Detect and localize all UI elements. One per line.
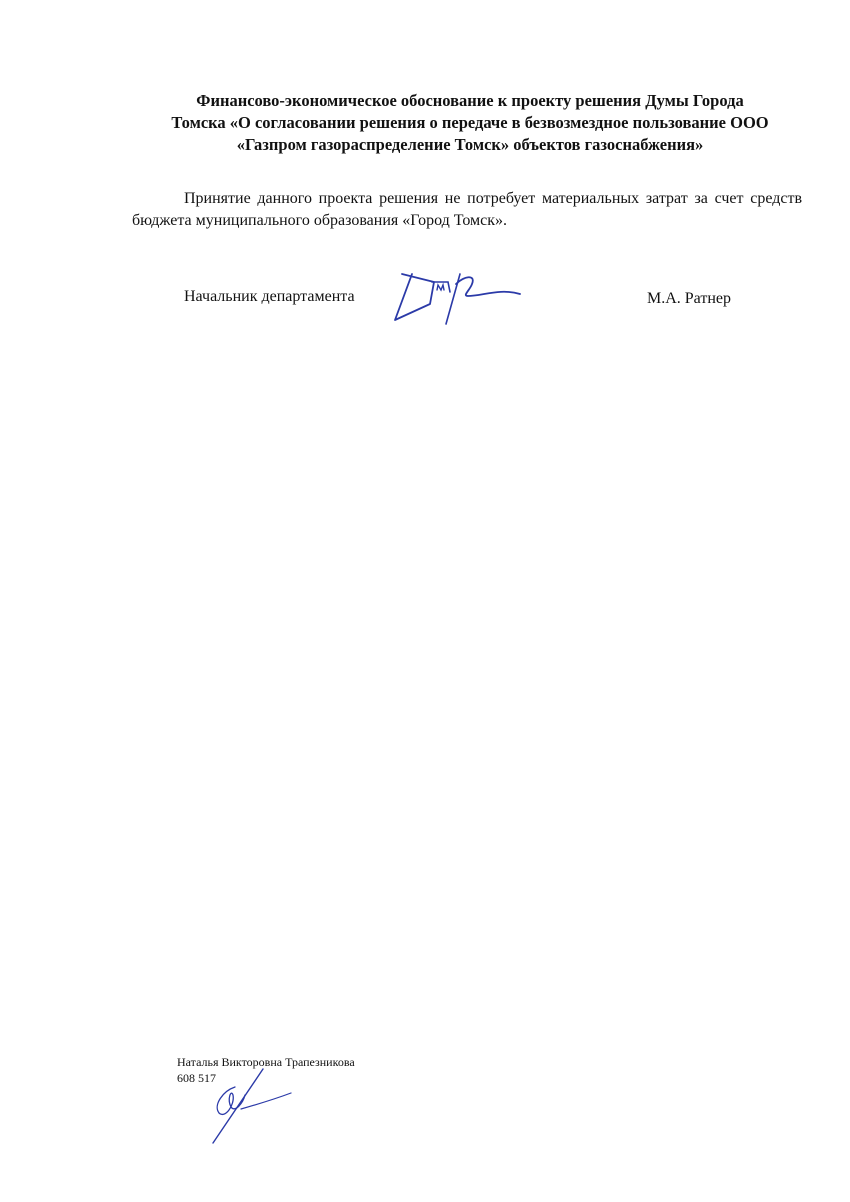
signatory-name: М.А. Ратнер [647,290,732,307]
executor-name: Наталья Викторовна Трапезникова [177,1055,355,1069]
executor-signature-image [205,1065,295,1147]
signatory-position: Начальник департамента [184,288,355,305]
title-line-1: Финансово-экономическое обоснование к проекту решения Думы Города [196,91,744,110]
title-line-2: Томска «О согласовании решения о передаче в безвозмездное пользование ООО [171,113,769,132]
body-paragraph: Принятие данного проекта решения не потребует материальных затрат за счет средств бюджета муниципального образования «Город Томск». [132,190,802,229]
title-line-3: «Газпром газораспределение Томск» объектов газоснабжения» [236,135,704,154]
executor-phone: 608 517 [177,1071,216,1085]
document-title [130,90,810,156]
signature-image [390,268,525,326]
